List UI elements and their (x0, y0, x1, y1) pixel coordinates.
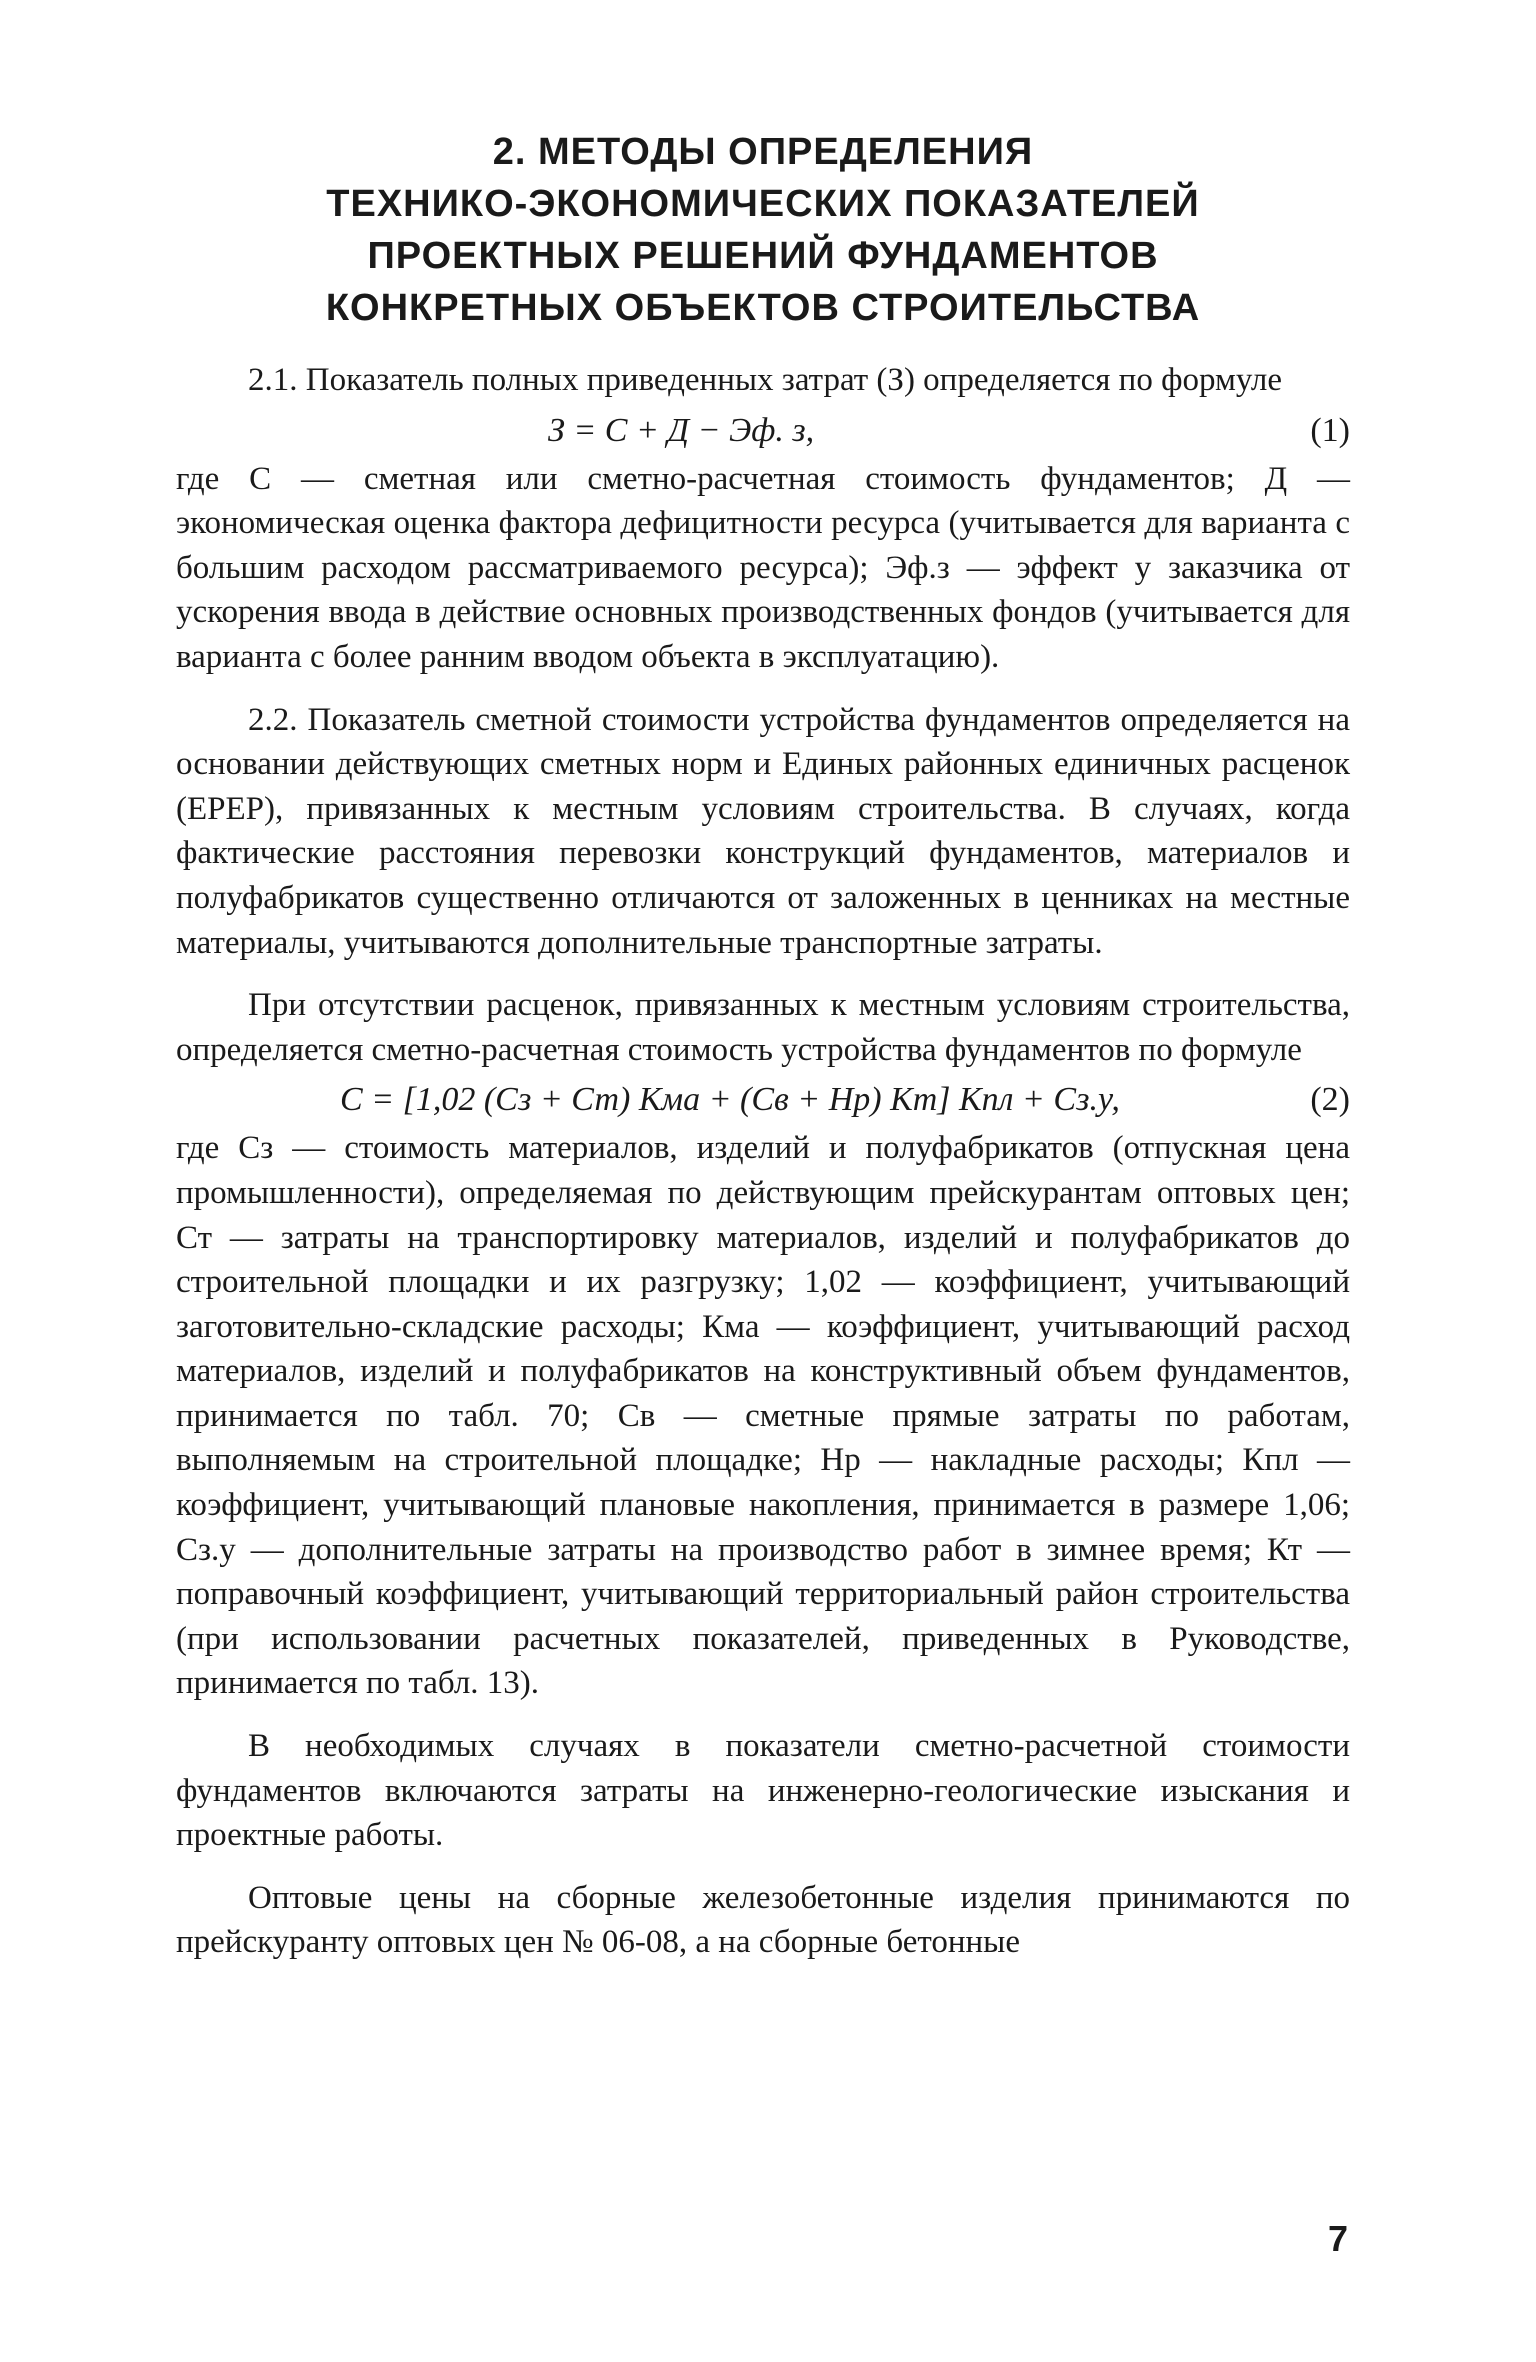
paragraph-2-1-intro: 2.1. Показатель полных приведенных затрат (З) определяется по формуле (248, 362, 1283, 398)
formula-1-expression: З = С + Д − Эф. з, (548, 411, 815, 449)
formula-2-expression: С = [1,02 (Сз + Ст) Кма + (Св + Нр) Кт] Кпл + Сз.у, (340, 1081, 1120, 1119)
paragraph-2-2-explanation: где Сз — стоимость материалов, изделий и полуфабрикатов (отпускная цена промышленности), определяемая по действующим прейскурантам оптовых цен; Ст — затраты на транспортировку материалов, изделий и полуфабрикатов до строительной площадки и их разгрузку; 1,02 — коэффициент, учитывающий заготовительно-складские расходы; Кма — коэффициент, учитывающий расход материалов, изделий и полуфабрикатов на конструктивный объем фундаментов, принимается по табл. 70; Св — сметные прямые затраты по работам, выполняемым на строительной площадке; Нр — накладные расходы; Кпл — коэффициент, учитывающий плановые накопления, принимается в размере 1,06; Сз.у — дополнительные затраты на производство работ в зимнее время; Кт — поправочный коэффициент, учитывающий территориальный район строительства (при использовании расчетных показателей, приведенных в Руководстве, принимается по табл. 13). (176, 1130, 1350, 1702)
section-heading (176, 126, 1350, 334)
paragraph-2-2: 2.2. Показатель сметной стоимости устройства фундаментов определяется на основании действующих сметных норм и Единых районных единичных расценок (ЕРЕР), привязанных к местным условиям строительства. В случаях, когда фактические расстояния перевозки конструкций фундаментов, материалов и полуфабрикатов существенно отличаются от заложенных в ценниках на местные материалы, учитываются дополнительные транспортные затраты. (176, 701, 1350, 961)
formula-2-number: (2) (1310, 1081, 1350, 1119)
heading-line: КОНКРЕТНЫХ ОБЪЕКТОВ СТРОИТЕЛЬСТВА (325, 287, 1201, 329)
paragraph-wholesale-prices: Оптовые цены на сборные железобетонные изделия принимаются по прейскуранту оптовых цен № 06-08, а на сборные бетонные (176, 1879, 1350, 1961)
document-page (176, 126, 1350, 1965)
paragraph-surveys: В необходимых случаях в показатели сметно-расчетной стоимости фундаментов включаются затраты на инженерно-геологические изыскания и проектные работы. (176, 1728, 1350, 1854)
formula-1-number: (1) (1310, 411, 1350, 449)
heading-line: ТЕХНИКО-ЭКОНОМИЧЕСКИХ ПОКАЗАТЕЛЕЙ (326, 183, 1200, 225)
formula-1 (176, 407, 1350, 455)
formula-2 (176, 1076, 1350, 1124)
paragraph-2-1-explanation: где С — сметная или сметно-расчетная стоимость фундаментов; Д — экономическая оценка фактора дефицитности ресурса (учитывается для варианта с большим расходом рассматриваемого ресурса); Эф.з — эффект у заказчика от ускорения ввода в действие основных производственных фондов (учитывается для варианта с более ранним вводом объекта в эксплуатацию). (176, 460, 1350, 675)
paragraph-no-rates: При отсутствии расценок, привязанных к местным условиям строительства, определяется сметно-расчетная стоимость устройства фундаментов по формуле (176, 987, 1350, 1068)
heading-line: 2. МЕТОДЫ ОПРЕДЕЛЕНИЯ (492, 131, 1034, 173)
heading-line: ПРОЕКТНЫХ РЕШЕНИЙ ФУНДАМЕНТОВ (367, 235, 1159, 277)
page-number: 7 (1327, 2218, 1348, 2259)
